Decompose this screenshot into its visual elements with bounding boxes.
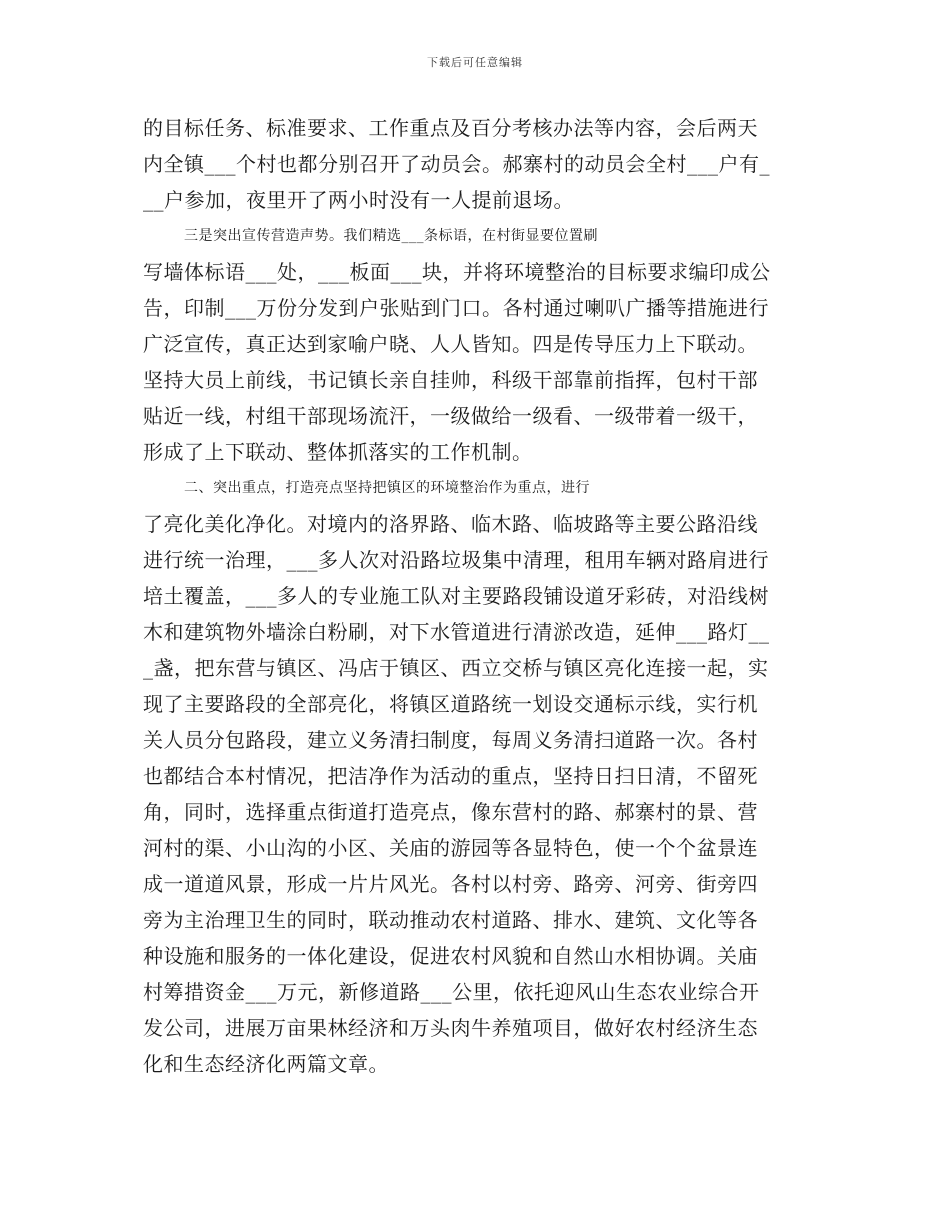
text-line: 化和生态经济化两篇文章。 <box>143 1052 389 1076</box>
text-line: 发公司，进展万亩果林经济和万头肉牛养殖项目，做好农村经济生态 <box>143 1016 758 1040</box>
text-line: 也都结合本村情况，把洁净作为活动的重点，坚持日扫日清，不留死 <box>143 764 758 788</box>
text-line: 河村的渠、小山沟的小区、关庙的游园等各显特色，使一个个盆景连 <box>143 836 758 860</box>
text-line: 写墙体标语___处，___板面___块，并将环境整治的目标要求编印成公 <box>143 260 771 284</box>
text-line: 形成了上下联动、整体抓落实的工作机制。 <box>143 440 533 464</box>
text-line: 广泛宣传，真正达到家喻户晓、人人皆知。四是传导压力上下联动。 <box>143 332 758 356</box>
text-line: 角，同时，选择重点街道打造亮点，像东营村的路、郝寨村的景、营 <box>143 800 758 824</box>
text-line: 成一道道风景，形成一片片风光。各村以村旁、路旁、河旁、街旁四 <box>143 872 758 896</box>
text-line: __户参加，夜里开了两小时没有一人提前退场。 <box>143 188 574 212</box>
text-line: 村筹措资金___万元，新修道路___公里，依托迎风山生态农业综合开 <box>143 980 760 1004</box>
text-line: 告，印制___万份分发到户张贴到门口。各村通过喇叭广播等措施进行 <box>143 296 769 320</box>
text-line: 三是突出宣传营造声势。我们精选___条标语，在村街显要位置刷 <box>184 228 598 244</box>
text-line: _盏，把东营与镇区、冯店于镇区、西立交桥与镇区亮化连接一起，实 <box>143 656 769 680</box>
text-line: 二、突出重点，打造亮点坚持把镇区的环境整治作为重点，进行 <box>184 480 590 496</box>
text-line: 木和建筑物外墙涂白粉刷，对下水管道进行清淤改造，延伸___路灯__ <box>143 620 770 644</box>
document-body <box>143 110 808 1082</box>
text-line: 的目标任务、标准要求、工作重点及百分考核办法等内容，会后两天 <box>143 116 758 140</box>
text-line: 旁为主治理卫生的同时，联动推动农村道路、排水、建筑、文化等各 <box>143 908 758 932</box>
text-line: 了亮化美化净化。对境内的洛界路、临木路、临坡路等主要公路沿线 <box>143 512 758 536</box>
page-header: 下载后可任意编辑 <box>427 56 523 69</box>
text-line: 种设施和服务的一体化建设，促进农村风貌和自然山水相协调。关庙 <box>143 944 758 968</box>
text-line: 内全镇___个村也都分别召开了动员会。郝寨村的动员会全村___户有_ <box>143 152 770 176</box>
text-line: 关人员分包路段，建立义务清扫制度，每周义务清扫道路一次。各村 <box>143 728 758 752</box>
text-line: 现了主要路段的全部亮化，将镇区道路统一划设交通标示线，实行机 <box>143 692 758 716</box>
text-line: 进行统一治理，___多人次对沿路垃圾集中清理，租用车辆对路肩进行 <box>143 548 769 572</box>
text-line: 贴近一线，村组干部现场流汗，一级做给一级看、一级带着一级干， <box>143 404 758 428</box>
text-line: 培土覆盖，___多人的专业施工队对主要路段铺设道牙彩砖，对沿线树 <box>143 584 769 608</box>
text-line: 坚持大员上前线，书记镇长亲自挂帅，科级干部靠前指挥，包村干部 <box>143 368 758 392</box>
